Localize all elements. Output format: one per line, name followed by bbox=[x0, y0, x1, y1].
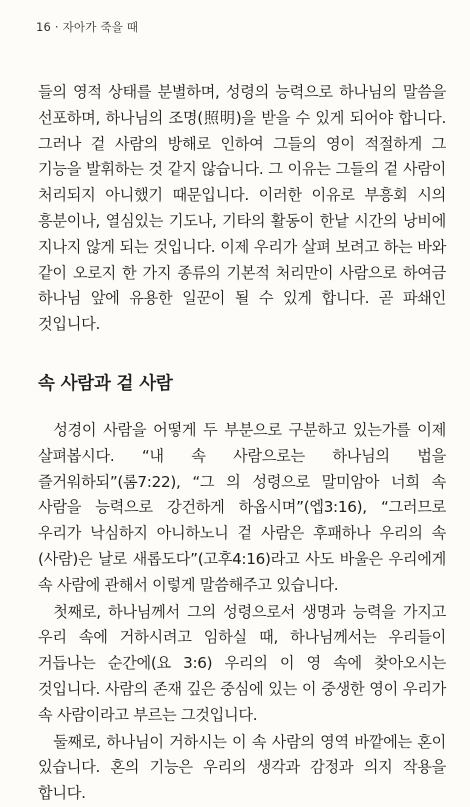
paragraph-continuation: 들의 영적 상태를 분별하며, 성령의 능력으로 하나님의 말씀을 선포하며, 하나님의 조명(照明)을 받을 수 있게 되어야 합니다. 그러나 겉 사람의 방해로 인하여 그들의 영이 적절하게 그 기능을 발휘하는 것 같지 않습니다. 그 이유는 그들의 겉 사람이 처리되지 아니했기 때문입니다. 이러한 이유로 부흥회 시의 흥분이나, 열심있는 기도나, 기타의 활동이 한낱 시간의 낭비에 지나지 않게 되는 것입니다. 이제 우리가 살펴 보려고 하는 바와 같이 오로지 한 가지 종류의 기본적 처리만이 사람으로 하여금 하나님 앞에 유용한 일꾼이 될 수 있게 합니다. 곧 파쇄인 것입니다. bbox=[38, 83, 446, 334]
section-paragraph-3: 둘째로, 하나님이 거하시는 이 속 사람의 영역 바깥에는 혼이 있습니다. 혼의 기능은 우리의 생각과 감정과 의지 작용을 합니다. bbox=[38, 732, 446, 803]
section-heading: 속 사람과 겉 사람 bbox=[38, 373, 173, 394]
section-paragraph-1: 성경이 사람을 어떻게 두 부분으로 구분하고 있는가를 이제 살펴봅시다. “내 속 사람으로는 하나님의 법을 즐거워하되”(롬7:22), “그 의 성령으로 말미암아 너희 속 사람을 능력으로 강건하게 하옵시며”(엡3:16), “그러므로 우리가 낙심하지 아니하노니 겉 사람은 후패하나 우리의 속(사람)은 날로 새롭도다”(고후4:16)라고 사도 바울은 우리에게 속 사람에 관해서 이렇게 말씀해주고 있습니다. bbox=[38, 420, 446, 594]
running-head: 16 · 자아가 죽을 때 bbox=[36, 20, 139, 34]
section-paragraph-2: 첫째로, 하나님께서 그의 성령으로서 생명과 능력을 가지고 우리 속에 거하시려고 임하실 때, 하나님께서는 우리들이 거듭나는 순간에(요 3:6) 우리의 이 영 속에 찾아오시는 것입니다. 사람의 존재 깊은 중심에 있는 이 중생한 영이 우리가 속 사람이라고 부르는 그것입니다. bbox=[38, 602, 446, 724]
body-text bbox=[38, 80, 446, 807]
